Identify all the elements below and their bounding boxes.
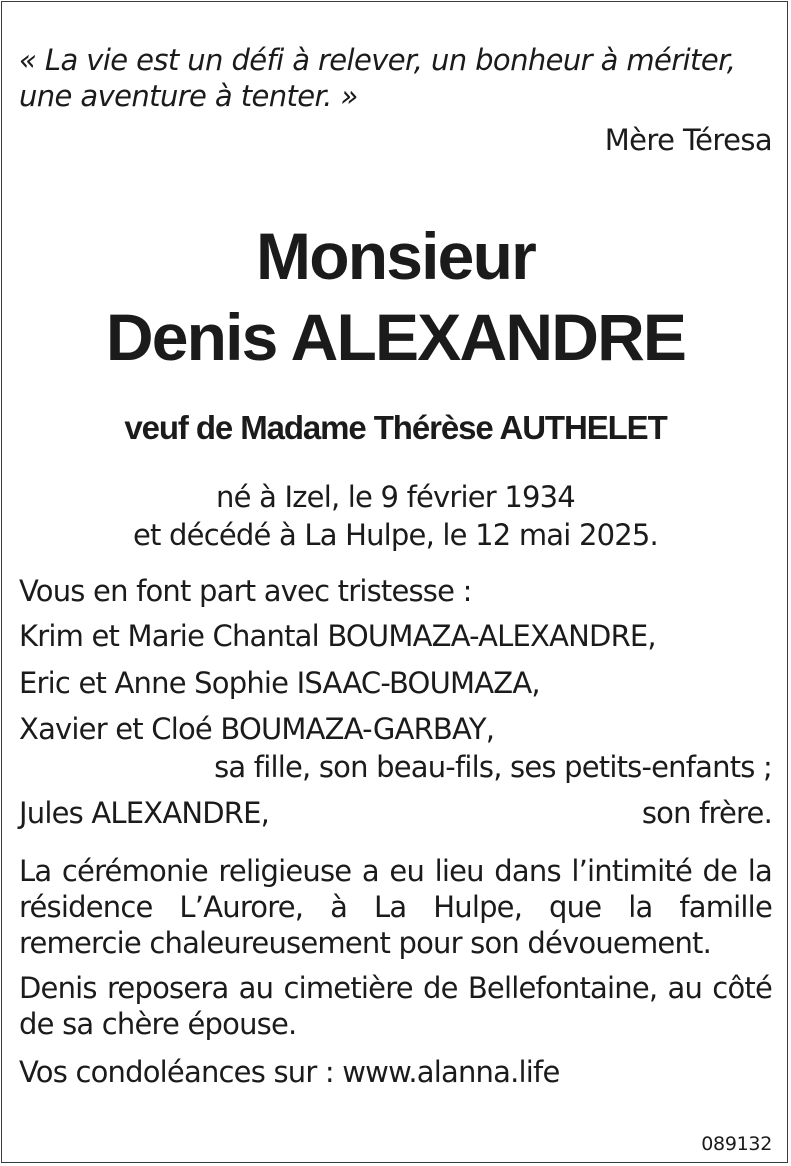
birth-line: né à Izel, le 9 février 1934 (216, 480, 575, 514)
quote-line-1: « La vie est un défi à relever, un bonheur à mériter, (19, 43, 736, 77)
widower-line: veuf de Madame Thérèse AUTHELET (124, 409, 667, 446)
deceased-honorific: Monsieur (256, 219, 535, 293)
burial-paragraph: Denis reposera au cimetière de Bellefontaine, au côté de sa chère épouse. (19, 971, 772, 1041)
family-member: Xavier et Cloé BOUMAZA-GARBAY, (19, 712, 495, 746)
quote-line-2: une aventure à tenter. » (19, 79, 358, 113)
family-member: Eric et Anne Sophie ISAAC-BOUMAZA, (19, 666, 540, 700)
brother-name: Jules ALEXANDRE, (19, 796, 270, 830)
family-relation: sa fille, son beau-fils, ses petits-enfants ; (214, 750, 772, 784)
epigraph-quote (19, 42, 774, 114)
brother-relation: son frère. (641, 796, 772, 830)
quote-author: Mère Téresa (604, 123, 772, 157)
family-member: Krim et Marie Chantal BOUMAZA-ALEXANDRE, (19, 619, 656, 653)
condolences-line: Vos condoléances sur : www.alanna.life (19, 1055, 560, 1089)
family-intro: Vous en font part avec tristesse : (19, 574, 472, 608)
death-line: et décédé à La Hulpe, le 12 mai 2025. (133, 518, 658, 552)
ceremony-paragraph: La cérémonie religieuse a eu lieu dans l’intimité de la résidence L’Aurore, à La Hulpe, que la famille remercie chaleureusement pour son dévouement. (19, 854, 772, 960)
reference-number: 089132 (701, 1133, 772, 1155)
deceased-name: Denis ALEXANDRE (105, 300, 686, 374)
